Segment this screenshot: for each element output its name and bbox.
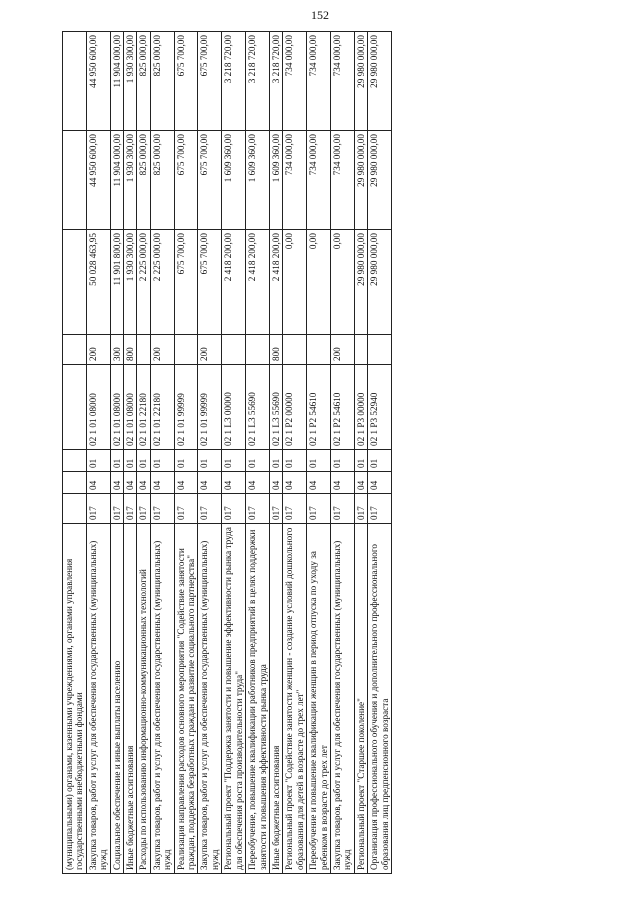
table-row: [150, 32, 174, 874]
row-section-cell: 04: [174, 472, 198, 494]
row-amount-year3-cell: 29 980 000,00: [368, 32, 392, 131]
row-expense-type-cell: [368, 335, 392, 365]
row-name-cell: Иные бюджетные ассигнования: [124, 524, 137, 874]
row-subsection-cell: 01: [307, 450, 331, 472]
table-row: [124, 32, 137, 874]
row-section-cell: 04: [124, 472, 137, 494]
row-amount-year2-cell: 29 980 000,00: [368, 131, 392, 230]
table-row: [110, 32, 123, 874]
row-amount-year3-cell: 734 000,00: [307, 32, 331, 131]
table-row: [368, 32, 392, 874]
row-name-cell: Закупка товаров, работ и услуг для обеспечения государственных (муниципальных) нужд: [330, 524, 354, 874]
row-target-article-cell: 02 1 P3 52940: [368, 365, 392, 450]
row-amount-year3-cell: 734 000,00: [330, 32, 354, 131]
row-expense-type-cell: 800: [124, 335, 137, 365]
row-grbs-cell: 017: [246, 494, 270, 524]
row-expense-type-cell: [354, 335, 367, 365]
row-target-article-cell: 02 1 P2 00000: [283, 365, 307, 450]
row-amount-year3-cell: 825 000,00: [137, 32, 150, 131]
row-amount-year2-cell: 734 000,00: [330, 131, 354, 230]
row-grbs-cell: 017: [269, 494, 282, 524]
row-amount-year2-cell: 1 609 360,00: [222, 131, 246, 230]
row-expense-type-cell: [137, 335, 150, 365]
row-amount-year1-cell: 2 225 000,00: [150, 230, 174, 335]
row-amount-year2-cell: 825 000,00: [137, 131, 150, 230]
row-section-cell: 04: [354, 472, 367, 494]
row-amount-year1-cell: 2 418 200,00: [222, 230, 246, 335]
table-row: [330, 32, 354, 874]
row-amount-year3-cell: 734 000,00: [283, 32, 307, 131]
row-grbs-cell: 017: [174, 494, 198, 524]
row-name-cell: Переобучение и повышение квалификации женщин в период отпуска по уходу за ребенком в возрасте до трех лет: [307, 524, 331, 874]
row-amount-year2-cell: 1 930 300,00: [124, 131, 137, 230]
row-amount-year2-cell: 1 609 360,00: [269, 131, 282, 230]
row-amount-year1-cell: 50 028 463,95: [86, 230, 110, 335]
row-subsection-cell: 01: [137, 450, 150, 472]
row-amount-year2-cell: 675 700,00: [198, 131, 222, 230]
row-amount-year1-cell: 29 980 000,00: [368, 230, 392, 335]
row-section-cell: 04: [330, 472, 354, 494]
row-expense-type-cell: 200: [150, 335, 174, 365]
row-expense-type-cell: 800: [269, 335, 282, 365]
row-section-cell: 04: [222, 472, 246, 494]
row-amount-year3-cell: 11 904 000,00: [110, 32, 123, 131]
row-expense-type-cell: [63, 335, 87, 365]
row-subsection-cell: 01: [283, 450, 307, 472]
row-grbs-cell: 017: [124, 494, 137, 524]
row-amount-year1-cell: 2 418 200,00: [269, 230, 282, 335]
table-row: [246, 32, 270, 874]
row-target-article-cell: 02 1 L3 55690: [269, 365, 282, 450]
row-target-article-cell: 02 1 01 22180: [137, 365, 150, 450]
row-name-cell: Реализация направления расходов основного мероприятия "Содействие занятости граждан, поддержка безработных граждан и развитие социального партнерства": [174, 524, 198, 874]
row-name-cell: Организация профессионального обучения и дополнительного профессионального образования лиц предпенсионного возраста: [368, 524, 392, 874]
row-amount-year3-cell: 3 218 720,00: [269, 32, 282, 131]
row-section-cell: 04: [198, 472, 222, 494]
row-target-article-cell: 02 1 01 99999: [174, 365, 198, 450]
row-amount-year3-cell: 675 700,00: [174, 32, 198, 131]
row-target-article-cell: 02 1 L3 55690: [246, 365, 270, 450]
row-amount-year3-cell: 1 930 300,00: [124, 32, 137, 131]
row-expense-type-cell: [222, 335, 246, 365]
budget-table: [62, 31, 392, 874]
row-grbs-cell: 017: [110, 494, 123, 524]
row-amount-year2-cell: 675 700,00: [174, 131, 198, 230]
row-amount-year3-cell: 3 218 720,00: [246, 32, 270, 131]
row-amount-year3-cell: 3 218 720,00: [222, 32, 246, 131]
row-target-article-cell: 02 1 P3 00000: [354, 365, 367, 450]
row-section-cell: 04: [246, 472, 270, 494]
row-grbs-cell: 017: [86, 494, 110, 524]
row-name-cell: Закупка товаров, работ и услуг для обеспечения государственных (муниципальных) нужд: [198, 524, 222, 874]
row-subsection-cell: 01: [124, 450, 137, 472]
row-amount-year1-cell: 2 225 000,00: [137, 230, 150, 335]
row-name-cell: Расходы по использованию информационно-коммуникационных технологий: [137, 524, 150, 874]
row-expense-type-cell: [283, 335, 307, 365]
row-amount-year1-cell: 29 980 000,00: [354, 230, 367, 335]
row-amount-year3-cell: 29 980 000,00: [354, 32, 367, 131]
row-subsection-cell: 01: [368, 450, 392, 472]
row-amount-year3-cell: [63, 32, 87, 131]
row-subsection-cell: 01: [269, 450, 282, 472]
table-row: [137, 32, 150, 874]
table-row: [222, 32, 246, 874]
table-row: [269, 32, 282, 874]
budget-table-body: [63, 32, 392, 874]
row-amount-year1-cell: 675 700,00: [174, 230, 198, 335]
row-amount-year3-cell: 44 950 600,00: [86, 32, 110, 131]
row-expense-type-cell: [307, 335, 331, 365]
row-name-cell: Региональный проект "Содействие занятости женщин - создание условий дошкольного образования для детей в возрасте до трех лет": [283, 524, 307, 874]
row-grbs-cell: 017: [137, 494, 150, 524]
row-amount-year2-cell: 1 609 360,00: [246, 131, 270, 230]
table-row: [307, 32, 331, 874]
row-target-article-cell: 02 1 01 22180: [150, 365, 174, 450]
row-target-article-cell: 02 1 01 99999: [198, 365, 222, 450]
table-row: [174, 32, 198, 874]
row-amount-year3-cell: 825 000,00: [150, 32, 174, 131]
row-section-cell: 04: [137, 472, 150, 494]
row-expense-type-cell: 200: [330, 335, 354, 365]
row-target-article-cell: 02 1 P2 54610: [307, 365, 331, 450]
rotated-table-container: [62, 32, 572, 874]
row-grbs-cell: [63, 494, 87, 524]
row-section-cell: 04: [269, 472, 282, 494]
row-section-cell: 04: [150, 472, 174, 494]
row-section-cell: 04: [283, 472, 307, 494]
row-section-cell: 04: [86, 472, 110, 494]
table-row: [86, 32, 110, 874]
row-name-cell: Иные бюджетные ассигнования: [269, 524, 282, 874]
page-number: 152: [311, 8, 329, 22]
row-subsection-cell: 01: [222, 450, 246, 472]
row-name-cell: Переобучение, повышение квалификации работников предприятий в целях поддержки занятости и повышения эффективности рынка труда: [246, 524, 270, 874]
row-amount-year1-cell: 0,00: [330, 230, 354, 335]
row-amount-year1-cell: 0,00: [283, 230, 307, 335]
row-amount-year1-cell: 11 901 800,00: [110, 230, 123, 335]
table-row: [198, 32, 222, 874]
row-amount-year1-cell: 675 700,00: [198, 230, 222, 335]
row-amount-year2-cell: 825 000,00: [150, 131, 174, 230]
row-amount-year2-cell: 29 980 000,00: [354, 131, 367, 230]
row-amount-year1-cell: 1 930 300,00: [124, 230, 137, 335]
row-subsection-cell: 01: [198, 450, 222, 472]
row-expense-type-cell: [246, 335, 270, 365]
table-row: [283, 32, 307, 874]
row-expense-type-cell: 200: [198, 335, 222, 365]
row-subsection-cell: 01: [86, 450, 110, 472]
row-expense-type-cell: [174, 335, 198, 365]
rotated-table-wrapper: [62, 32, 572, 874]
row-subsection-cell: [63, 450, 87, 472]
row-name-cell: Региональный проект "Поддержка занятости и повышение эффективности рынка труда для обеспечения роста производительности труда": [222, 524, 246, 874]
row-grbs-cell: 017: [150, 494, 174, 524]
row-target-article-cell: 02 1 01 08000: [124, 365, 137, 450]
row-amount-year2-cell: 734 000,00: [307, 131, 331, 230]
row-subsection-cell: 01: [174, 450, 198, 472]
row-amount-year2-cell: 11 904 000,00: [110, 131, 123, 230]
row-amount-year2-cell: 44 950 600,00: [86, 131, 110, 230]
row-grbs-cell: 017: [307, 494, 331, 524]
row-grbs-cell: 017: [222, 494, 246, 524]
row-name-cell: Региональный проект "Старшее поколение": [354, 524, 367, 874]
row-target-article-cell: [63, 365, 87, 450]
row-section-cell: 04: [307, 472, 331, 494]
row-grbs-cell: 017: [368, 494, 392, 524]
table-row: [354, 32, 367, 874]
row-name-cell: Закупка товаров, работ и услуг для обеспечения государственных (муниципальных) нужд: [150, 524, 174, 874]
row-subsection-cell: 01: [246, 450, 270, 472]
row-target-article-cell: 02 1 L3 00000: [222, 365, 246, 450]
row-target-article-cell: 02 1 P2 54610: [330, 365, 354, 450]
row-grbs-cell: 017: [330, 494, 354, 524]
row-amount-year2-cell: [63, 131, 87, 230]
row-subsection-cell: 01: [330, 450, 354, 472]
row-target-article-cell: 02 1 01 08000: [110, 365, 123, 450]
row-target-article-cell: 02 1 01 08000: [86, 365, 110, 450]
row-name-cell: Закупка товаров, работ и услуг для обеспечения государственных (муниципальных) нужд: [86, 524, 110, 874]
row-amount-year3-cell: 675 700,00: [198, 32, 222, 131]
row-name-cell: (муниципальными) органами, казенными учреждениями, органами управления государственными внебюджетными фондами: [63, 524, 87, 874]
row-section-cell: [63, 472, 87, 494]
row-grbs-cell: 017: [198, 494, 222, 524]
row-section-cell: 04: [368, 472, 392, 494]
row-expense-type-cell: 200: [86, 335, 110, 365]
row-subsection-cell: 01: [150, 450, 174, 472]
row-amount-year1-cell: 2 418 200,00: [246, 230, 270, 335]
row-subsection-cell: 01: [110, 450, 123, 472]
row-amount-year1-cell: [63, 230, 87, 335]
row-section-cell: 04: [110, 472, 123, 494]
row-expense-type-cell: 300: [110, 335, 123, 365]
row-amount-year2-cell: 734 000,00: [283, 131, 307, 230]
row-amount-year1-cell: 0,00: [307, 230, 331, 335]
table-row: [63, 32, 87, 874]
row-name-cell: Социальное обеспечение и иные выплаты населению: [110, 524, 123, 874]
row-grbs-cell: 017: [354, 494, 367, 524]
row-subsection-cell: 01: [354, 450, 367, 472]
row-grbs-cell: 017: [283, 494, 307, 524]
